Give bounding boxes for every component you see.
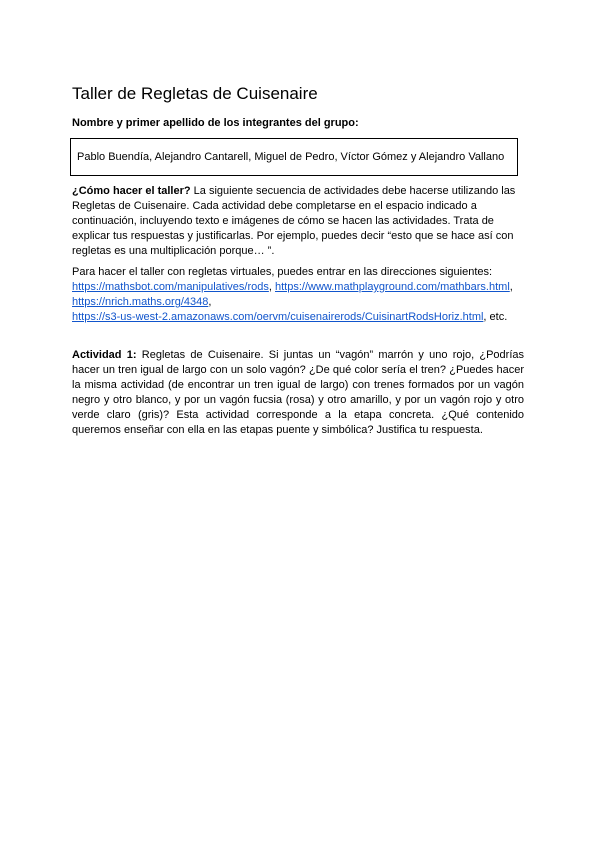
- members-text: Pablo Buendía, Alejandro Cantarell, Miguel de Pedro, Víctor Gómez y Alejandro Vallano: [77, 151, 505, 163]
- how-to-paragraph: [72, 184, 524, 259]
- activity-1-paragraph: [72, 348, 524, 438]
- virtual-rods-paragraph: [72, 265, 524, 325]
- link-nrich[interactable]: https://nrich.maths.org/4348: [72, 296, 209, 308]
- how-to-lead: ¿Cómo hacer el taller?: [72, 185, 191, 197]
- link-separator: ,: [268, 281, 275, 293]
- activity-1-text: Regletas de Cuisenaire. Si juntas un “vagón” marrón y uno rojo, ¿Podrías hacer un tren igual de largo con un solo vagón? ¿De qué color sería el tren? ¿Puedes hacer la misma actividad (de encontrar un tren igual de largo) con trenes formados por un vagón negro y otro blanco, y por un vagón fucsia (rosa) y otro amarillo, y por un vagón rojo y otro verde claro (gris)? Esta actividad corresponde a la etapa concreta. ¿Qué contenido queremos enseñar con ella en las etapas puente y simbólica? Justifica tu respuesta.: [72, 349, 524, 436]
- link-separator: ,: [208, 296, 212, 308]
- virtual-intro: Para hacer el taller con regletas virtuales, puedes entrar en las direcciones siguientes:: [72, 266, 493, 278]
- members-label: Nombre y primer apellido de los integrantes del grupo:: [72, 117, 359, 129]
- link-separator: ,: [509, 281, 513, 293]
- how-to-text: La siguiente secuencia de actividades debe hacerse utilizando las Regletas de Cuisenaire. Cada actividad debe completarse en el espacio indicado a continuación, incluyendo texto e imágenes de cómo se hacen las actividades. Trata de explicar tus respuestas y justificarlas. Por ejemplo, puedes decir “esto que se hace así con regletas es una multiplicación porque… ”.: [72, 185, 516, 257]
- document-title: Taller de Regletas de Cuisenaire: [72, 84, 318, 103]
- members-box: [70, 138, 518, 176]
- link-mathplayground[interactable]: https://www.mathplayground.com/mathbars.html: [275, 281, 510, 293]
- activity-1-lead: Actividad 1:: [72, 349, 137, 361]
- link-mathsbot[interactable]: https://mathsbot.com/manipulatives/rods: [72, 281, 269, 293]
- link-amazonaws[interactable]: https://s3-us-west-2.amazonaws.com/oervm/cuisenairerods/CuisinartRodsHoriz.html: [72, 311, 484, 323]
- links-tail: , etc.: [483, 311, 508, 323]
